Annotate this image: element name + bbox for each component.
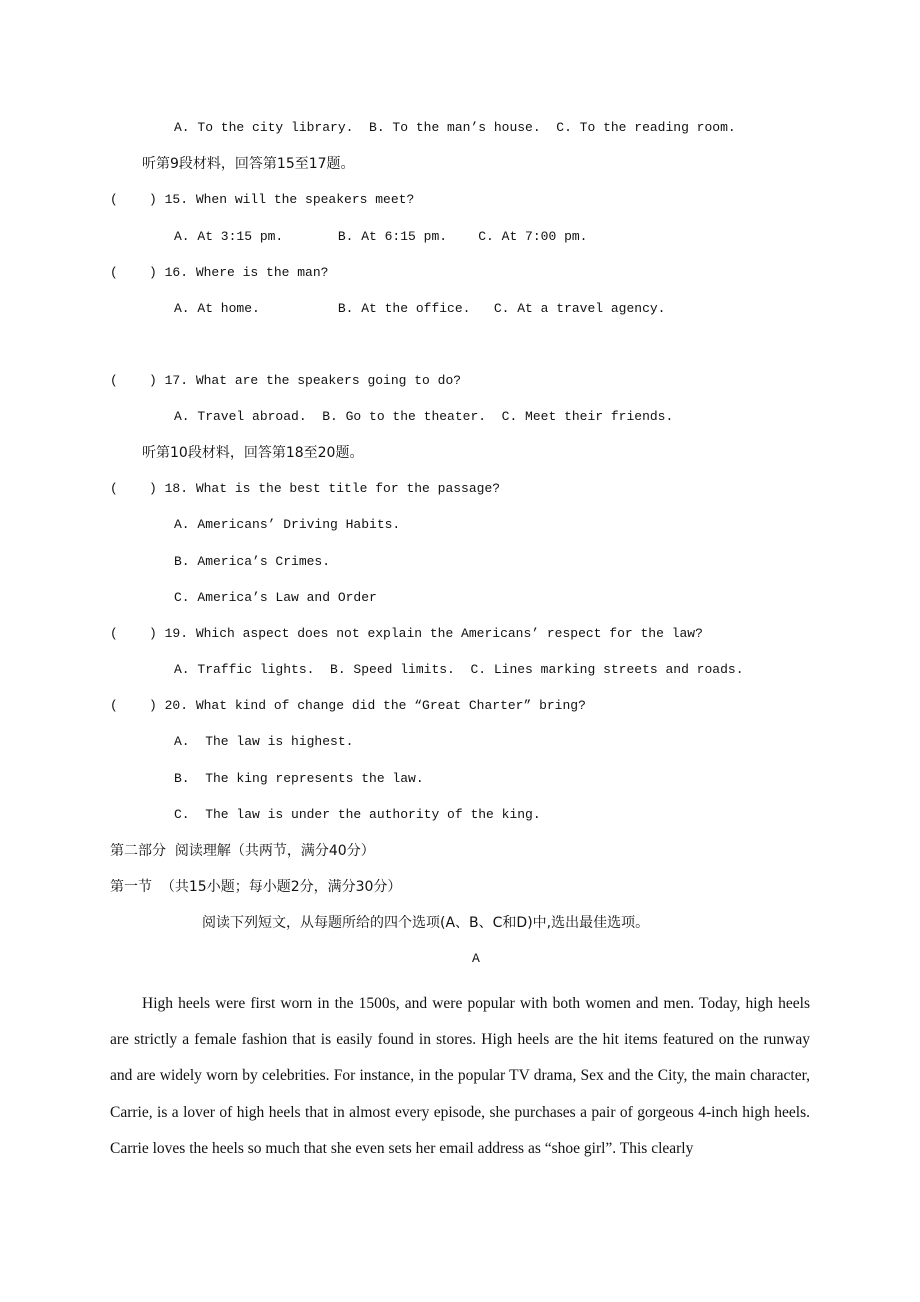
option-18c: C. America’s Law and Order: [174, 590, 377, 605]
options-16: A. At home. B. At the office. C. At a travel agency.: [174, 301, 666, 316]
option-line-14: A. To the city library. B. To the man’s house. C. To the reading room.: [174, 120, 736, 135]
question-18: ( ) 18. What is the best title for the passage?: [110, 481, 501, 496]
option-20c: C. The law is under the authority of the king.: [174, 807, 541, 822]
options-15: A. At 3:15 pm. B. At 6:15 pm. C. At 7:00 pm.: [174, 229, 588, 244]
instructions: 阅读下列短文，从每题所给的四个选项(A、B、C和D)中,选出最佳选项。: [202, 915, 650, 931]
question-17: ( ) 17. What are the speakers going to do?: [110, 373, 462, 388]
passage-label: A: [472, 951, 480, 966]
question-20: ( ) 20. What kind of change did the “Great Charter” bring?: [110, 698, 586, 713]
passage-a-text: High heels were first worn in the 1500s, and were popular with both women and men. Today, high heels are strictly a female fashion that is easily found in stores. High heels are the hit items featured on the runway and are widely worn by celebrities. For instance, in the popular TV drama, Sex and the City, the main character, Carrie, is a lover of high heels that in almost every episode, she purchases a pair of gorgeous 4-inch high heels. Carrie loves the heels so much that she even sets her email address as “shoe girl”. This clearly: [110, 995, 810, 1157]
part-two-heading: 第二部分 阅读理解（共两节，满分40分）: [110, 843, 375, 859]
question-19: ( ) 19. Which aspect does not explain the Americans’ respect for the law?: [110, 626, 703, 641]
section-one-heading: 第一节 （共15小题；每小题2分，满分30分）: [110, 879, 402, 895]
question-16: ( ) 16. Where is the man?: [110, 265, 329, 280]
option-18b: B. America’s Crimes.: [174, 554, 331, 569]
section-heading-9: 听第9段材料，回答第15至17题。: [142, 156, 355, 172]
options-19: A. Traffic lights. B. Speed limits. C. Lines marking streets and roads.: [174, 662, 744, 677]
section-heading-10: 听第10段材料，回答第18至20题。: [142, 445, 364, 461]
option-20a: A. The law is highest.: [174, 734, 354, 749]
option-18a: A. Americans’ Driving Habits.: [174, 517, 401, 532]
option-20b: B. The king represents the law.: [174, 771, 424, 786]
question-15: ( ) 15. When will the speakers meet?: [110, 192, 415, 207]
options-17: A. Travel abroad. B. Go to the theater. C. Meet their friends.: [174, 409, 674, 424]
